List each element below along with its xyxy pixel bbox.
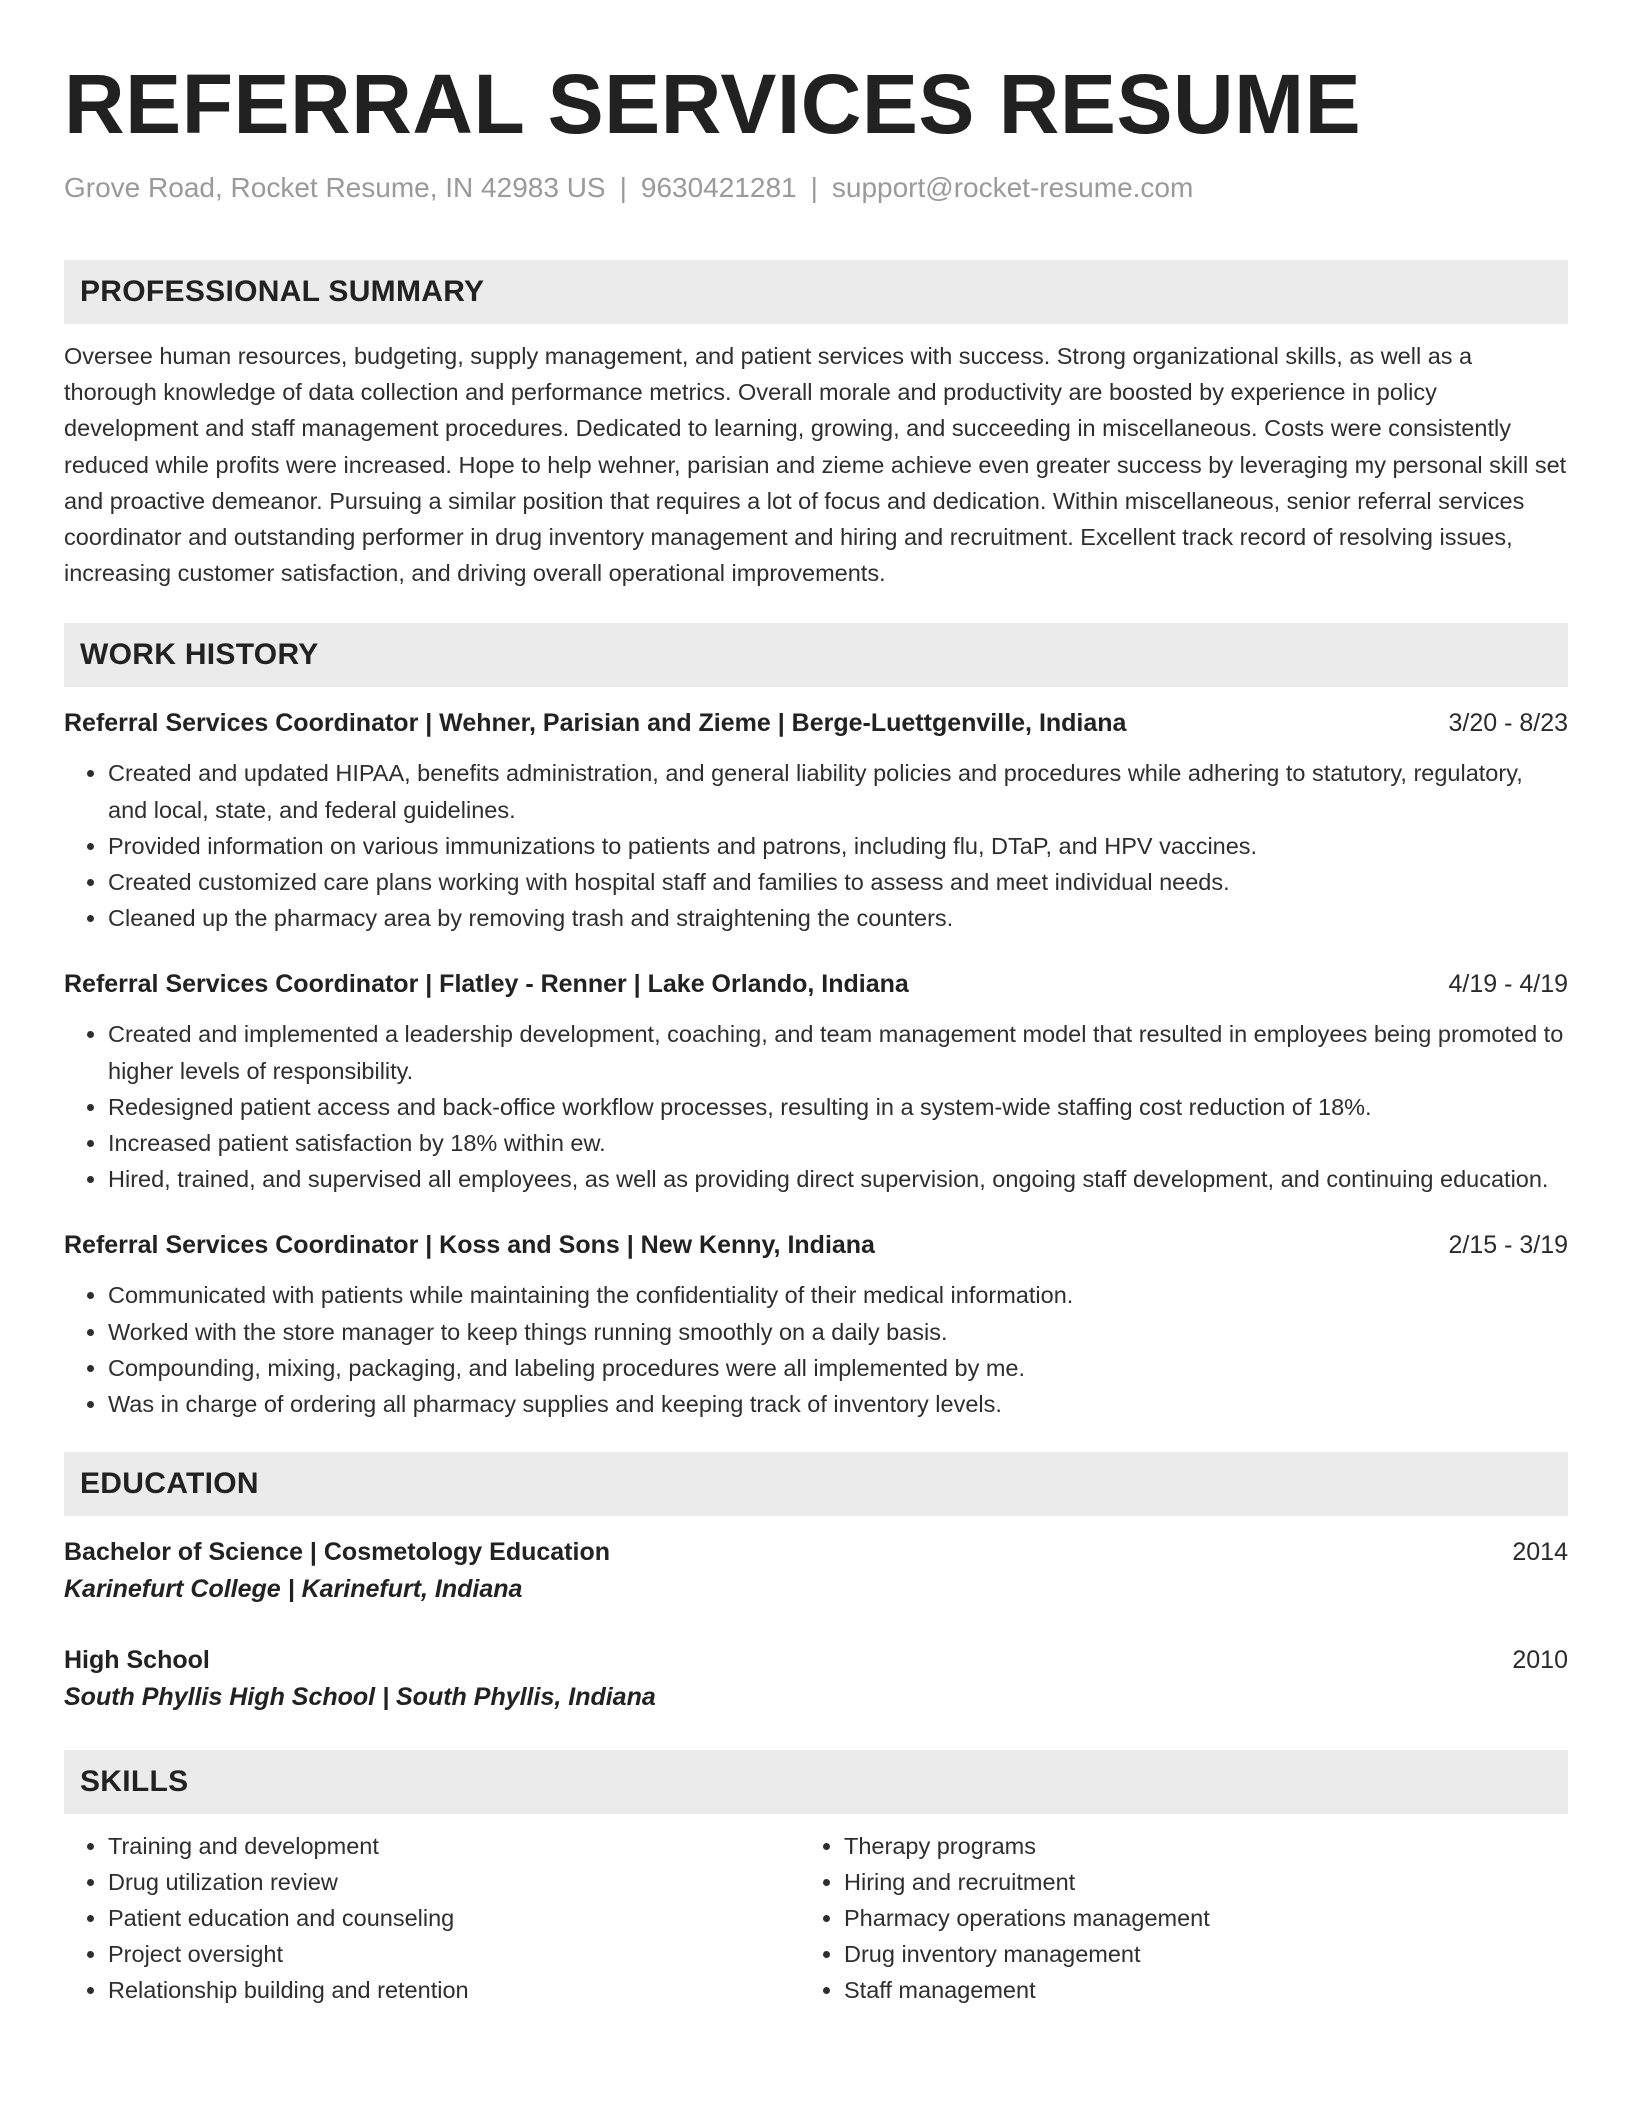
job-title: Referral Services Coordinator | Wehner, Parisian and Zieme | Berge-Luettgenville, Indiana [64, 709, 1127, 738]
job-bullet: • Created and updated HIPAA, benefits administration, and general liability policies and procedures while adhering to statutory, regulatory, and local, state, and federal guidelines. [108, 755, 1568, 827]
skill-item: • Drug inventory management [844, 1936, 1536, 1972]
job-bullet: • Compounding, mixing, packaging, and labeling procedures were all implemented by me. [108, 1350, 1568, 1386]
job-entry [64, 966, 1568, 1197]
job-header [64, 966, 1568, 1002]
section-heading-work-history: WORK HISTORY [64, 623, 1568, 687]
job-bullet: • Created and implemented a leadership development, coaching, and team management model that resulted in employees being promoted to higher levels of responsibility. [108, 1016, 1568, 1088]
section-heading-skills: SKILLS [64, 1750, 1568, 1814]
skill-item: • Training and development [108, 1828, 800, 1864]
resume-title: REFERRAL SERVICES RESUME [64, 57, 1362, 151]
job-dates: 4/19 - 4/19 [1448, 970, 1568, 999]
job-bullets [64, 1016, 1568, 1197]
skill-item: • Pharmacy operations management [844, 1900, 1536, 1936]
contact-separator: | [619, 172, 627, 203]
job-header [64, 705, 1568, 741]
skill-item: • Hiring and recruitment [844, 1864, 1536, 1900]
skills-list-right [800, 1828, 1536, 2008]
job-bullet: • Created customized care plans working with hospital staff and families to assess and meet individual needs. [108, 864, 1568, 900]
job-dates: 3/20 - 8/23 [1448, 709, 1568, 738]
job-entry [64, 705, 1568, 936]
job-header [64, 1227, 1568, 1263]
education-degree: High School [64, 1646, 210, 1675]
education-entry [64, 1534, 1568, 1608]
section-heading-education: EDUCATION [64, 1452, 1568, 1516]
skill-item: • Patient education and counseling [108, 1900, 800, 1936]
contact-separator: | [810, 172, 818, 203]
education-school: Karinefurt College | Karinefurt, Indiana [64, 1575, 523, 1604]
contact-address: Grove Road, Rocket Resume, IN 42983 US [64, 172, 606, 203]
job-dates: 2/15 - 3/19 [1448, 1231, 1568, 1260]
skills-grid [64, 1828, 1568, 2008]
contact-line [64, 168, 1568, 208]
skill-item: • Project oversight [108, 1936, 800, 1972]
skill-item: • Staff management [844, 1972, 1536, 2008]
skills-list-left [64, 1828, 800, 2008]
section-heading-summary: PROFESSIONAL SUMMARY [64, 260, 1568, 324]
job-bullets [64, 755, 1568, 936]
job-bullet: • Cleaned up the pharmacy area by removing trash and straightening the counters. [108, 900, 1568, 936]
education-school: South Phyllis High School | South Phyllis, Indiana [64, 1683, 656, 1712]
summary-text: Oversee human resources, budgeting, supply management, and patient services with success. Strong organizational skills, as well as a thorough knowledge of data collection and performance metrics. Overall morale and productivity are boosted by experience in policy development and staff management procedures. Dedicated to learning, growing, and succeeding in miscellaneous. Costs were consistently reduced while profits were increased. Hope to help wehner, parisian and zieme achieve even greater success by leveraging my personal skill set and proactive demeanor. Pursuing a similar position that requires a lot of focus and dedication. Within miscellaneous, senior referral services coordinator and outstanding performer in drug inventory management and hiring and recruitment. Excellent track record of resolving issues, increasing customer satisfaction, and driving overall operational improvements. [64, 343, 1567, 587]
contact-phone: 9630421281 [640, 172, 797, 203]
education-entry [64, 1642, 1568, 1716]
education-year: 2010 [1512, 1646, 1568, 1675]
education-header [64, 1534, 1568, 1570]
education-year: 2014 [1512, 1538, 1568, 1567]
skill-item: • Relationship building and retention [108, 1972, 800, 2008]
job-bullet: • Worked with the store manager to keep things running smoothly on a daily basis. [108, 1314, 1568, 1350]
job-bullet: • Was in charge of ordering all pharmacy supplies and keeping track of inventory levels. [108, 1386, 1568, 1422]
job-title: Referral Services Coordinator | Flatley - Renner | Lake Orlando, Indiana [64, 970, 909, 999]
skill-item: • Drug utilization review [108, 1864, 800, 1900]
job-bullet: • Communicated with patients while maintaining the confidentiality of their medical information. [108, 1277, 1568, 1313]
education-degree: Bachelor of Science | Cosmetology Education [64, 1538, 610, 1567]
skill-item: • Therapy programs [844, 1828, 1536, 1864]
job-entry [64, 1227, 1568, 1422]
contact-email: support@rocket-resume.com [831, 172, 1194, 203]
job-bullet: • Hired, trained, and supervised all employees, as well as providing direct supervision, ongoing staff development, and continuing education. [108, 1161, 1568, 1197]
job-bullet: • Provided information on various immunizations to patients and patrons, including flu, DTaP, and HPV vaccines. [108, 828, 1568, 864]
job-title: Referral Services Coordinator | Koss and Sons | New Kenny, Indiana [64, 1231, 875, 1260]
education-header [64, 1642, 1568, 1678]
job-bullets [64, 1277, 1568, 1422]
job-bullet: • Increased patient satisfaction by 18% within ew. [108, 1125, 1568, 1161]
job-bullet: • Redesigned patient access and back-office workflow processes, resulting in a system-wide staffing cost reduction of 18%. [108, 1089, 1568, 1125]
